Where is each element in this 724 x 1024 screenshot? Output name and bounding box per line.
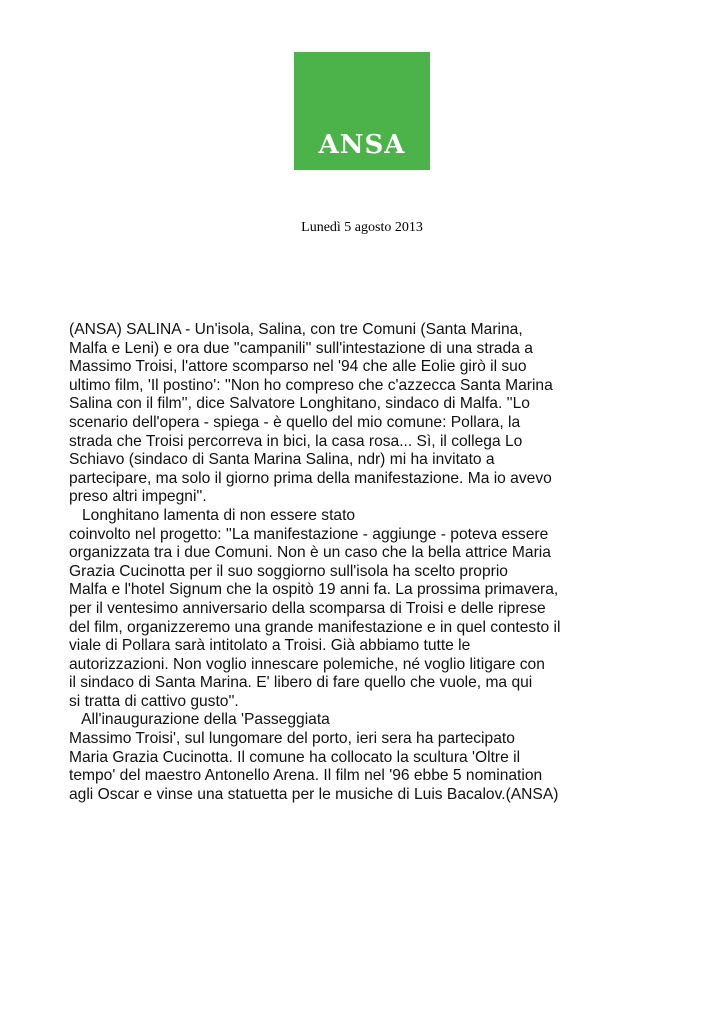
article-line: Malfa e Leni) e ora due ''campanili'' sull'intestazione di una strada a [69, 339, 533, 357]
article-line: (ANSA) SALINA - Un'isola, Salina, con tre Comuni (Santa Marina, [69, 321, 523, 338]
article-line: coinvolto nel progetto: ''La manifestazione - aggiunge - poteva essere [69, 525, 549, 543]
article-line: si tratta di cattivo gusto''. [69, 692, 239, 710]
article-line: agli Oscar e vinse una statuetta per le musiche di Luis Bacalov.(ANSA) [69, 785, 559, 803]
article-line: autorizzazioni. Non voglio innescare polemiche, né voglio litigare con [69, 655, 545, 673]
article-date: Lunedì 5 agosto 2013 [301, 220, 423, 235]
article-line: Longhitano lamenta di non essere stato [69, 506, 356, 524]
logo-text: ANSA [318, 130, 406, 160]
article-body [69, 321, 629, 804]
article-line: viale di Pollara sarà intitolato a Troisi. Già abbiamo tutte le [69, 637, 471, 655]
article-line: ultimo film, 'Il postino': ''Non ho compreso che c'azzecca Santa Marina [69, 376, 553, 394]
article-line: Massimo Troisi, l'attore scomparso nel '94 che alle Eolie girò il suo [69, 358, 527, 376]
article-line: tempo' del maestro Antonello Arena. Il film nel '96 ebbe 5 nomination [69, 767, 543, 785]
article-line: organizzata tra i due Comuni. Non è un caso che la bella attrice Maria [69, 544, 551, 562]
article-line: Massimo Troisi', sul lungomare del porto, ieri sera ha partecipato [69, 730, 515, 748]
article-line: scenario dell'opera - spiega - è quello del mio comune: Pollara, la [69, 413, 521, 431]
article-line: Salina con il film'', dice Salvatore Longhitano, sindaco di Malfa. ''Lo [69, 395, 530, 413]
article-line: del film, organizzeremo una grande manifestazione e in quel contesto il [69, 618, 561, 636]
article-line: partecipare, ma solo il giorno prima della manifestazione. Ma io avevo [69, 469, 552, 487]
article-line: Grazia Cucinotta per il suo soggiorno sull'isola ha scelto proprio [69, 562, 508, 580]
article-line: preso altri impegni''. [69, 488, 207, 506]
article-line: strada che Troisi percorreva in bici, la casa rosa... Sì, il collega Lo [69, 432, 523, 450]
article-line: Maria Grazia Cucinotta. Il comune ha collocato la scultura 'Oltre il [69, 748, 521, 766]
article-line: il sindaco di Santa Marina. E' libero di fare quello che vuole, ma qui [69, 674, 533, 692]
article-line: per il ventesimo anniversario della scomparsa di Troisi e delle riprese [69, 599, 546, 617]
ansa-logo [294, 52, 430, 170]
article-line: All'inaugurazione della 'Passeggiata [69, 711, 330, 729]
article-line: Schiavo (sindaco di Santa Marina Salina, ndr) mi ha invitato a [69, 451, 495, 469]
article-line: Malfa e l'hotel Signum che la ospitò 19 anni fa. La prossima primavera, [69, 581, 559, 599]
